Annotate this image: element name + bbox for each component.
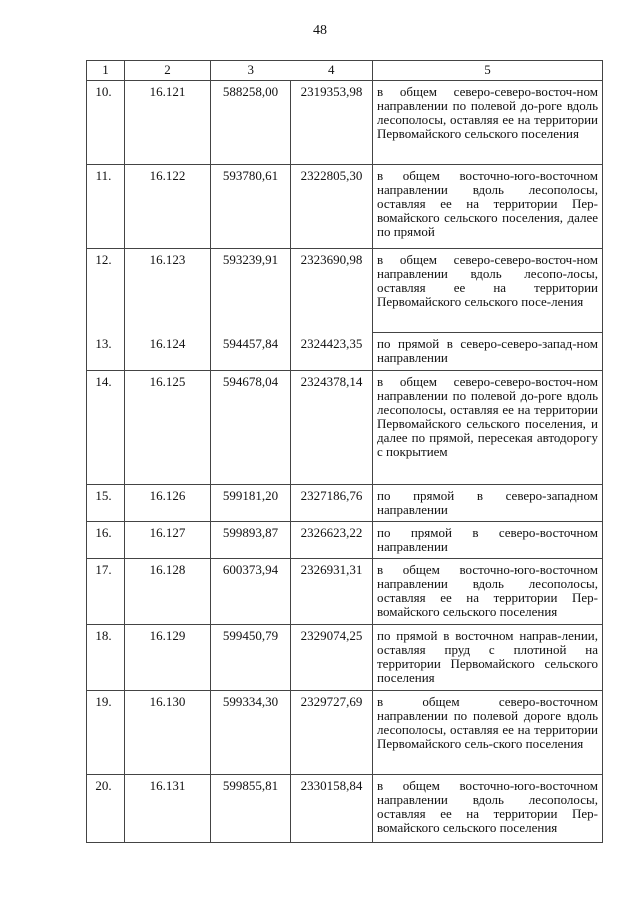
header-col-5: 5 [373,61,603,81]
row-number: 17. [87,559,125,625]
coord-y: 2324423,35 [291,333,373,371]
route-description: в общем северо-северо-восточ-ном направлении по полевой до-роге вдоль лесополосы, оставляя ее на территории Первомайского сельского поселения [373,81,603,165]
row-number: 12. [87,249,125,333]
header-col-3: 3 [211,61,291,81]
coord-x: 599893,87 [211,522,291,559]
table-row [87,522,603,559]
row-number: 16. [87,522,125,559]
point-id: 16.123 [125,249,211,333]
coord-y: 2324378,14 [291,371,373,485]
route-description: в общем северо-северо-восточ-ном направлении по полевой до-роге вдоль лесополосы, оставляя ее на территории Первомайского сельского поселения, и далее по прямой, пересекая автодорогу с покрытием [373,371,603,485]
row-number: 11. [87,165,125,249]
table-row [87,691,603,775]
table-row [87,625,603,691]
row-number: 13. [87,333,125,371]
coord-x: 593239,91 [211,249,291,333]
page-number: 48 [313,23,327,38]
coord-y: 2322805,30 [291,165,373,249]
coord-x: 594457,84 [211,333,291,371]
point-id: 16.128 [125,559,211,625]
point-id: 16.126 [125,485,211,522]
row-number: 10. [87,81,125,165]
header-col-4: 4 [291,61,373,81]
table-row [87,249,603,333]
route-description: в общем северо-северо-восточ-ном направлении вдоль лесопо-лосы, оставляя ее на территории Первомайского сельского посе-ления [373,249,603,333]
coord-y: 2330158,84 [291,775,373,843]
route-description: в общем восточно-юго-восточном направлении вдоль лесополосы, оставляя ее на территории Пер-вомайского сельского поселения [373,559,603,625]
coord-y: 2329074,25 [291,625,373,691]
coord-x: 599334,30 [211,691,291,775]
table-header-row [87,61,603,81]
point-id: 16.130 [125,691,211,775]
header-col-1: 1 [87,61,125,81]
coord-y: 2326931,31 [291,559,373,625]
route-description: в общем северо-восточном направлении по полевой дороге вдоль лесополосы, оставляя ее на территории Первомайского сель-ского поселения [373,691,603,775]
coord-x: 593780,61 [211,165,291,249]
coord-x: 600373,94 [211,559,291,625]
coord-x: 588258,00 [211,81,291,165]
table-row [87,165,603,249]
route-description: в общем восточно-юго-восточном направлении вдоль лесополосы, оставляя ее на территории Пер-вомайского сельского поселения [373,775,603,843]
coord-y: 2323690,98 [291,249,373,333]
row-number: 20. [87,775,125,843]
route-description: по прямой в северо-восточном направлении [373,522,603,559]
point-id: 16.125 [125,371,211,485]
table-row [87,333,603,371]
point-id: 16.129 [125,625,211,691]
row-number: 18. [87,625,125,691]
boundary-description-table [86,60,603,843]
row-number: 15. [87,485,125,522]
point-id: 16.122 [125,165,211,249]
point-id: 16.121 [125,81,211,165]
coord-y: 2327186,76 [291,485,373,522]
table-row [87,559,603,625]
route-description: по прямой в северо-северо-запад-ном направлении [373,333,603,371]
row-number: 19. [87,691,125,775]
coord-x: 599181,20 [211,485,291,522]
coord-x: 599855,81 [211,775,291,843]
coord-y: 2319353,98 [291,81,373,165]
coord-x: 599450,79 [211,625,291,691]
point-id: 16.124 [125,333,211,371]
coord-y: 2326623,22 [291,522,373,559]
table-row [87,371,603,485]
header-col-2: 2 [125,61,211,81]
route-description: по прямой в северо-западном направлении [373,485,603,522]
row-number: 14. [87,371,125,485]
route-description: в общем восточно-юго-восточном направлении вдоль лесополосы, оставляя ее на территории Пер-вомайского сельского поселения, далее по прямой [373,165,603,249]
table-row [87,81,603,165]
point-id: 16.131 [125,775,211,843]
table-row [87,775,603,843]
coord-y: 2329727,69 [291,691,373,775]
point-id: 16.127 [125,522,211,559]
coord-x: 594678,04 [211,371,291,485]
route-description: по прямой в восточном направ-лении, оставляя пруд с плотиной на территории Первомайского сельского поселения [373,625,603,691]
table-row [87,485,603,522]
